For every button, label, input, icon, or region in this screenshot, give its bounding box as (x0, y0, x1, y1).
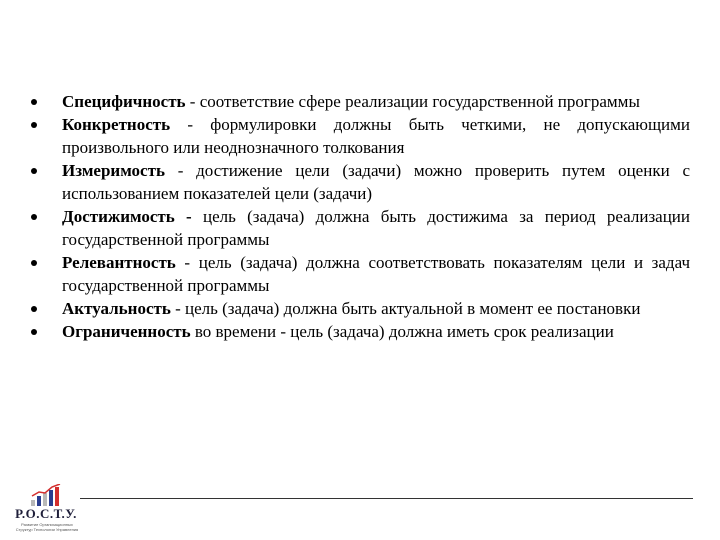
logo-title: Р.О.С.Т.У. (15, 506, 77, 521)
criterion-item (30, 251, 690, 297)
bullet-icon (31, 168, 37, 174)
criterion-term: Актуальность (62, 299, 171, 318)
criterion-item (30, 297, 690, 320)
bullet-icon (31, 260, 37, 266)
criterion-text: - достижение цели (задачи) можно проверить путем оценки с использованием показателей цели (задачи) (62, 161, 690, 203)
criterion-term: Ограниченность (62, 322, 191, 341)
criterion-term: Достижимость - (62, 207, 192, 226)
bullet-icon (31, 306, 37, 312)
criterion-term: Релевантность (62, 253, 176, 272)
bullet-icon (31, 329, 37, 335)
criterion-text: - формулировки должны быть четкими, не допускающими произвольного или неоднозначного толкования (62, 115, 690, 157)
criterion-item (30, 320, 690, 343)
bullet-icon (31, 122, 37, 128)
criteria-list (30, 90, 690, 343)
criterion-text: - цель (задача) должна соответствовать показателям цели и задач государственной программы (62, 253, 690, 295)
bar-chart-logo-icon (30, 484, 64, 506)
criterion-term: Измеримость (62, 161, 165, 180)
criterion-item (30, 205, 690, 251)
criterion-term: Специфичность (62, 92, 186, 111)
footer-divider (80, 498, 693, 499)
bullet-icon (31, 214, 37, 220)
criterion-text: во времени - цель (задача) должна иметь срок реализации (190, 322, 614, 341)
criterion-text: - соответствие сфере реализации государственной программы (185, 92, 640, 111)
criterion-text: цель (задача) должна быть достижима за период реализации государственной программы (62, 207, 690, 249)
bullet-icon (31, 99, 37, 105)
rostu-logo (8, 484, 84, 538)
criterion-item (30, 90, 690, 113)
criterion-term: Конкретность (62, 115, 171, 134)
criterion-item (30, 113, 690, 159)
logo-subtitle: Развитие Организационных Структур Технологии Управления (15, 522, 79, 532)
criterion-item (30, 159, 690, 205)
criterion-text: - цель (задача) должна быть актуальной в момент ее постановки (170, 299, 641, 318)
